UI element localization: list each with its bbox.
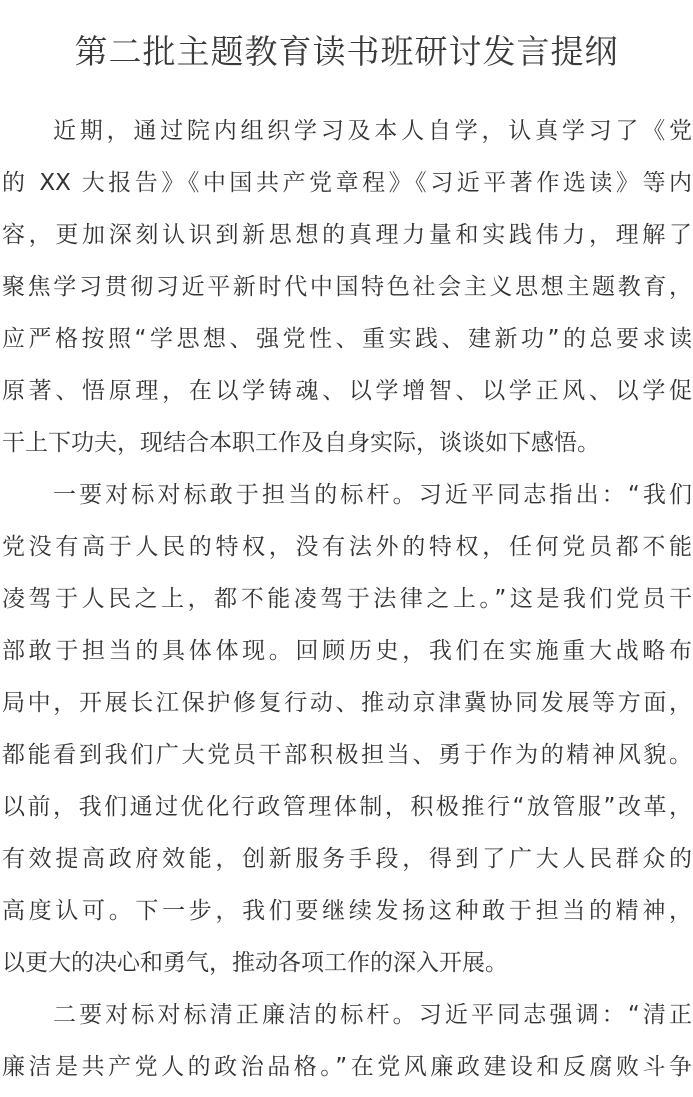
text-line: 有效提高政府效能，创新服务手段，得到了广大人民群众的 [2,846,692,872]
text-line: 容，更加深刻认识到新思想的真理力量和实践伟力，理解了 [2,222,692,248]
document-title: 第二批主题教育读书班研讨发言提纲 [74,32,619,71]
text-line: 应严格按照“学思想、强党性、重实践、建新功”的总要求读 [2,326,692,352]
text-line: 高度认可。下一步，我们要继续发扬这种敢于担当的精神， [2,898,692,924]
text-line: 凌驾于人民之上，都不能凌驾于法律之上。”这是我们党员干 [2,586,692,612]
text-line: 的 XX 大报告》《中国共产党章程》《习近平著作选读》等内 [2,170,692,196]
text-line: 一要对标对标敢于担当的标杆。习近平同志指出：“我们 [53,482,692,508]
text-line: 以前，我们通过优化行政管理体制，积极推行“放管服”改革， [2,794,692,820]
text-line: 干上下功夫，现结合本职工作及自身实际，谈谈如下感悟。 [2,430,600,456]
text-line: 聚焦学习贯彻习近平新时代中国特色社会主义思想主题教育， [2,274,692,300]
text-line: 部敢于担当的具体体现。回顾历史，我们在实施重大战略布 [2,638,692,664]
text-line: 廉洁是共产党人的政治品格。”在党风廉政建设和反腐败斗争 [2,1054,692,1080]
text-line: 近期，通过院内组织学习及本人自学，认真学习了《党 [53,118,692,144]
text-line: 原著、悟原理，在以学铸魂、以学增智、以学正风、以学促 [2,378,692,404]
text-line: 以更大的决心和勇气，推动各项工作的深入开展。 [2,950,508,976]
text-line: 都能看到我们广大党员干部积极担当、勇于作为的精神风貌。 [2,742,692,768]
text-line: 党没有高于人民的特权，没有法外的特权，任何党员都不能 [2,534,692,560]
text-line: 局中，开展长江保护修复行动、推动京津冀协同发展等方面， [2,690,692,716]
text-line: 二要对标对标清正廉洁的标杆。习近平同志强调：“清正 [53,1002,692,1028]
